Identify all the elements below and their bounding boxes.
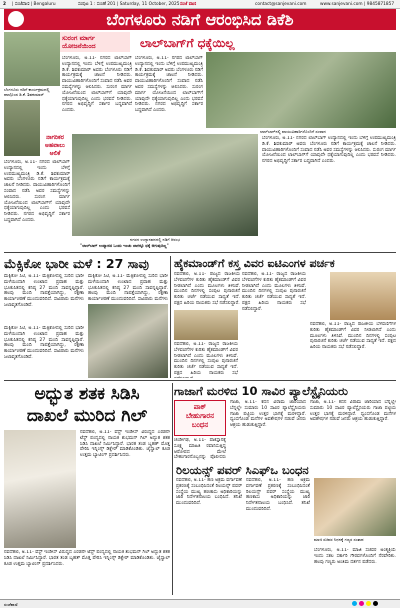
footer-strip — [0, 599, 400, 608]
masthead-strip — [0, 0, 400, 9]
mexico-body-col2: ಮೆಕ್ಸಿಕೋ ಸಿಟಿ, ಅ.11- ಮೆಕ್ಸಿಕೋದಲ್ಲಿ ಸುರಿದ ಭಾರೀ ಮಳೆಯಿಂದಾಗಿ ಉಂಟಾದ ಪ್ರವಾಹ ಮತ್ತು ಭೂಕುಸಿತದಲ್ಲಿ ಕನಿಷ್ಠ 27 ಮಂದಿ ಸಾವನ್ನಪ್ಪಿದ್ದಾರೆ. ಹಲವು ಮಂದಿ ನಾಪತ್ತೆಯಾಗಿದ್ದು, ರಕ್ಷಣಾ ಕಾರ್ಯಾಚರಣೆ ಮುಂದುವರಿದಿದೆ. ಸಾವಿರಾರು ಮನೆಗಳು — [88, 274, 168, 302]
website-phone: www.sanjevani.com | 9845871857 — [320, 2, 395, 7]
kicker-left: ಸುರಂಗ ಮಾರ್ಗ ಯೋಜನೆಯಿಂದ — [62, 34, 96, 50]
mexico-headline: ಮೆಕ್ಸಿಕೋ ಭಾರೀ ಮಳೆ : 27 ಸಾವು — [4, 256, 149, 271]
hyderabad-body-col3: ನವದೆಹಲಿ, ಅ.11- ರಾಜ್ಯದ ರಾಜಕೀಯ ಬೆಳವಣಿಗೆಗಳ ಕುರಿತು ಹೈಕಮಾಂಡ್‌ಗೆ ವಿವರ ನೀಡಲಾಗಿದೆ ಎಂದು ಮೂಲಗಳು ತಿಳಿಸಿವೆ. ಮುಂದಿನ ದಿನಗಳಲ್ಲಿ ಸಂಪುಟ ಪುನಾರಚನೆ ಕುರಿತು ಚರ್ಚೆ ನಡೆಯುವ ಸಾಧ್ಯತೆ ಇದೆ. ಪಕ್ಷದ ಹಿರಿಯ ನಾಯಕರು ಸಭೆ ನಡೆಸಲಿದ್ದಾರೆ. — [242, 272, 306, 312]
photo3-caption: ನಗರದ ಉದ್ಯಾನವನದಲ್ಲಿ ನಡಿಗೆ ಆರಂಭ — [130, 237, 181, 242]
side-label-2: ಅಹವಾಲು — [45, 142, 65, 149]
arrest-label-3: ಬಂಧನ — [191, 421, 209, 429]
side-label-3: ಆಲಿಕೆ — [49, 150, 61, 157]
side-label-box — [40, 134, 70, 162]
photo-hyderabad — [174, 310, 238, 340]
divider-1 — [4, 252, 396, 253]
gill-body-col1: ನವದೆಹಲಿ, ಅ.11- ವೆಸ್ಟ್ ಇಂಡೀಸ್ ವಿರುದ್ಧದ ಎರಡನೇ ಟೆಸ್ಟ್ ಪಂದ್ಯದಲ್ಲಿ ನಾಯಕ ಶುಭಮನ್ ಗಿಲ್ ಅದ್ಭುತ ಶತಕ ಸಿಡಿಸಿ ದಾಖಲೆ ನಿರ್ಮಿಸಿದ್ದಾರೆ. ಭಾರತ ತಂಡ ಬೃಹತ್ ಮೊತ್ತ ಪೇರಿಸಿ ಇನ್ನಿಂಗ್ಸ್ ಡಿಕ್ಲೇರ್ ಮಾಡಿಕೊಂಡಿತು. ಜೈಸ್ವಾಲ್ ಕೂಡ ಉತ್ತಮ ಬ್ಯಾಟಿಂಗ್ ಪ್ರದರ್ಶಿಸಿದರು. — [80, 430, 170, 459]
registration-dot-cyan — [352, 601, 357, 606]
arrest-body: ಚಂಡೀಗಢ, ಅ.11- ಪಾಕಿಸ್ತಾನಕ್ಕೆ ಸೂಕ್ಷ್ಮ ಮಾಹಿತಿ ರವಾನಿಸುತ್ತಿದ್ದ ಆರೋಪದ ಮೇಲೆ ಬೇಹುಗಾರನೊಬ್ಬನನ್ನು ಪೊಲೀಸರು — [174, 438, 226, 460]
dks-body-col1: ಬೆಂಗಳೂರು, ಅ.11- ನಗರದ ಲಾಲ್‌ಬಾಗ್ ಉದ್ಯಾನದಲ್ಲಿ ಇಂದು ಬೆಳಿಗ್ಗೆ ಉಪಮುಖ್ಯಮಂತ್ರಿ ಡಿ.ಕೆ. ಶಿವಕುಮಾರ್ ಅವರು ಬೆಂಗಳೂರು ನಡಿಗೆ ಕಾರ್ಯಕ್ರಮಕ್ಕೆ ಚಾಲನೆ ನೀಡಿದರು. ವಾಯುವಿಹಾರಿಗಳೊಂದಿಗೆ ಸಂವಾದ ನಡೆಸಿ ಅವರ ಸಮಸ್ಯೆಗಳನ್ನು ಆಲಿಸಿದರು. ಸುರಂಗ ಮಾರ್ಗ ಯೋಜನೆಯಿಂದ ಲಾಲ್‌ಬಾಗ್‌ಗೆ ಯಾವುದೇ ಧಕ್ಕೆಯಾಗುವುದಿಲ್ಲ ಎಂದು ಭರವಸೆ ನೀಡಿದರು. ನಗರದ ಅಭಿವೃದ್ಧಿಗೆ ಸರ್ಕಾರ ಬದ್ಧವಾಗಿದೆ ಎಂದರು. — [62, 56, 132, 114]
dks-quote: "ಲಾಲ್‌ಬಾಗ್ ಉದ್ಯಾನದ ಒಂದು ಇಂಚು ಜಾಗಕ್ಕೂ ಧಕ್ಕೆ ಆಗುವುದಿಲ್ಲ" — [80, 243, 169, 248]
gill-headline-2: ದಾಖಲೆ ಮುರಿದ ಗಿಲ್ — [26, 406, 148, 426]
hyderabad-body-col2: ನವದೆಹಲಿ, ಅ.11- ರಾಜ್ಯದ ರಾಜಕೀಯ ಬೆಳವಣಿಗೆಗಳ ಕುರಿತು ಹೈಕಮಾಂಡ್‌ಗೆ ವಿವರ ನೀಡಲಾಗಿದೆ ಎಂದು ಮೂಲಗಳು ತಿಳಿಸಿವೆ. ಮುಂದಿನ ದಿನಗಳಲ್ಲಿ ಸಂಪುಟ ಪುನಾರಚನೆ ಕುರಿತು ಚರ್ಚೆ ನಡೆಯುವ ಸಾಧ್ಯತೆ ಇದೆ. ಪಕ್ಷದ ಹಿರಿಯ ನಾಯಕರು ಸಭೆ — [174, 342, 238, 376]
hyderabad-body-col1: ನವದೆಹಲಿ, ಅ.11- ರಾಜ್ಯದ ರಾಜಕೀಯ ಬೆಳವಣಿಗೆಗಳ ಕುರಿತು ಹೈಕಮಾಂಡ್‌ಗೆ ವಿವರ ನೀಡಲಾಗಿದೆ ಎಂದು ಮೂಲಗಳು ತಿಳಿಸಿವೆ. ಮುಂದಿನ ದಿನಗಳಲ್ಲಿ ಸಂಪುಟ ಪುನಾರಚನೆ ಕುರಿತು ಚರ್ಚೆ ನಡೆಯುವ ಸಾಧ್ಯತೆ ಇದೆ. ಪಕ್ಷದ ಹಿರಿಯ ನಾಯಕರು ಸಭೆ ನಡೆಸಲಿದ್ದಾರೆ. — [174, 272, 240, 306]
photo-dks-group — [72, 134, 258, 236]
reliance-body-col2: ನವದೆಹಲಿ, ಅ.11- ಹಣ ಅಕ್ರಮ ವರ್ಗಾವಣೆ ಪ್ರಕರಣಕ್ಕೆ ಸಂಬಂಧಿಸಿದಂತೆ ರಿಲಯನ್ಸ್ ಪವರ್ ಸಂಸ್ಥೆಯ ಮುಖ್ಯ ಹಣಕಾಸು ಅಧಿಕಾರಿಯನ್ನು ಜಾರಿ ನಿರ್ದೇಶನಾಲಯ ಬಂಧಿಸಿದೆ. ತನಿಖೆ ಮುಂದುವರಿದಿದೆ. — [246, 478, 310, 512]
contact-email: contact@sanjevani.com — [255, 2, 307, 7]
registration-dot-magenta — [359, 601, 364, 606]
dks-body-col3: ಬೆಂಗಳೂರು, ಅ.11- ನಗರದ ಲಾಲ್‌ಬಾಗ್ ಉದ್ಯಾನದಲ್ಲಿ ಇಂದು ಬೆಳಿಗ್ಗೆ ಉಪಮುಖ್ಯಮಂತ್ರಿ ಡಿ.ಕೆ. ಶಿವಕುಮಾರ್ ಅವರು ಬೆಂಗಳೂರು ನಡಿಗೆ ಕಾರ್ಯಕ್ರಮಕ್ಕೆ ಚಾಲನೆ ನೀಡಿದರು. ವಾಯುವಿಹಾರಿಗಳೊಂದಿಗೆ ಸಂವಾದ ನಡೆಸಿ ಅವರ ಸಮಸ್ಯೆಗಳನ್ನು ಆಲಿಸಿದರು. ಸುರಂಗ ಮಾರ್ಗ ಯೋಜನೆಯಿಂದ ಲಾಲ್‌ಬಾಗ್‌ಗೆ ಯಾವುದೇ ಧಕ್ಕೆಯಾಗುವುದಿಲ್ಲ ಎಂದು ಭರವಸೆ ನೀಡಿದರು. ನಗರದ ಅಭಿವೃದ್ಧಿಗೆ ಸರ್ಕಾರ ಬದ್ಧವಾಗಿದೆ ಎಂದರು. — [4, 160, 70, 223]
divider-2 — [4, 380, 396, 381]
arrest-label-2: ಬೇಹುಗಾರನ — [185, 412, 214, 420]
dks-body-col4: ಬೆಂಗಳೂರು, ಅ.11- ನಗರದ ಲಾಲ್‌ಬಾಗ್ ಉದ್ಯಾನದಲ್ಲಿ ಇಂದು ಬೆಳಿಗ್ಗೆ ಉಪಮುಖ್ಯಮಂತ್ರಿ ಡಿ.ಕೆ. ಶಿವಕುಮಾರ್ ಅವರು ಬೆಂಗಳೂರು ನಡಿಗೆ ಕಾರ್ಯಕ್ರಮಕ್ಕೆ ಚಾಲನೆ ನೀಡಿದರು. ವಾಯುವಿಹಾರಿಗಳೊಂದಿಗೆ ಸಂವಾದ ನಡೆಸಿ ಅವರ ಸಮಸ್ಯೆಗಳನ್ನು ಆಲಿಸಿದರು. ಸುರಂಗ ಮಾರ್ಗ ಯೋಜನೆಯಿಂದ ಲಾಲ್‌ಬಾಗ್‌ಗೆ ಯಾವುದೇ ಧಕ್ಕೆಯಾಗುವುದಿಲ್ಲ ಎಂದು ಭರವಸೆ ನೀಡಿದರು. ನಗರದ ಅಭಿವೃದ್ಧಿಗೆ ಸರ್ಕಾರ ಬದ್ಧವಾಗಿದೆ ಎಂದರು. — [262, 136, 396, 165]
dks-body-col2: ಬೆಂಗಳೂರು, ಅ.11- ನಗರದ ಲಾಲ್‌ಬಾಗ್ ಉದ್ಯಾನದಲ್ಲಿ ಇಂದು ಬೆಳಿಗ್ಗೆ ಉಪಮುಖ್ಯಮಂತ್ರಿ ಡಿ.ಕೆ. ಶಿವಕುಮಾರ್ ಅವರು ಬೆಂಗಳೂರು ನಡಿಗೆ ಕಾರ್ಯಕ್ರಮಕ್ಕೆ ಚಾಲನೆ ನೀಡಿದರು. ವಾಯುವಿಹಾರಿಗಳೊಂದಿಗೆ ಸಂವಾದ ನಡೆಸಿ ಅವರ ಸಮಸ್ಯೆಗಳನ್ನು ಆಲಿಸಿದರು. ಸುರಂಗ ಮಾರ್ಗ ಯೋಜನೆಯಿಂದ ಲಾಲ್‌ಬಾಗ್‌ಗೆ ಯಾವುದೇ ಧಕ್ಕೆಯಾಗುವುದಿಲ್ಲ ಎಂದು ಭರವಸೆ ನೀಡಿದರು. ನಗರದ ಅಭಿವೃದ್ಧಿಗೆ ಸರ್ಕಾರ ಬದ್ಧವಾಗಿದೆ ಎಂದರು. — [135, 56, 203, 114]
reliance-headline: ರಿಲಯನ್ಸ್ ಪವರ್ ಸಿಎಫ್‌ಒ ಬಂಧನ — [176, 463, 309, 477]
right-body: ಬೆಂಗಳೂರು, ಅ.11- ಮಾಜಿ ಸಚಿವರ ಅಂತ್ಯಕ್ರಿಯೆ ಇಂದು ಸಕಲ ಸರ್ಕಾರಿ ಗೌರವಗಳೊಂದಿಗೆ ನೆರವೇರಿತು. ಹಲವು ಗಣ್ಯರು ಅಂತಿಮ ದರ್ಶನ ಪಡೆದರು. — [314, 548, 396, 565]
hyderabad-body-col4: ನವದೆಹಲಿ, ಅ.11- ರಾಜ್ಯದ ರಾಜಕೀಯ ಬೆಳವಣಿಗೆಗಳ ಕುರಿತು ಹೈಕಮಾಂಡ್‌ಗೆ ವಿವರ ನೀಡಲಾಗಿದೆ ಎಂದು ಮೂಲಗಳು ತಿಳಿಸಿವೆ. ಮುಂದಿನ ದಿನಗಳಲ್ಲಿ ಸಂಪುಟ ಪುನಾರಚನೆ ಕುರಿತು ಚರ್ಚೆ ನಡೆಯುವ ಸಾಧ್ಯತೆ ಇದೆ. ಪಕ್ಷದ ಹಿರಿಯ ನಾಯಕರು ಸಭೆ ನಡೆಸಲಿದ್ದಾರೆ. — [310, 322, 396, 351]
vertical-divider-1 — [170, 256, 171, 378]
vertical-divider-2 — [172, 383, 173, 595]
photo-gill — [4, 430, 76, 548]
banner-text: ಬೆಂಗಳೂರು ನಡಿಗೆ ಆರಂಭಿಸಿದ ಡಿಕೆಶಿ — [106, 10, 294, 29]
gill-headline-1: ಅದ್ಭುತ ಶತಕ ಸಿಡಿಸಿ — [34, 384, 140, 404]
mexico-body-col3: ಮೆಕ್ಸಿಕೋ ಸಿಟಿ, ಅ.11- ಮೆಕ್ಸಿಕೋದಲ್ಲಿ ಸುರಿದ ಭಾರೀ ಮಳೆಯಿಂದಾಗಿ ಉಂಟಾದ ಪ್ರವಾಹ ಮತ್ತು ಭೂಕುಸಿತದಲ್ಲಿ ಕನಿಷ್ಠ 27 ಮಂದಿ ಸಾವನ್ನಪ್ಪಿದ್ದಾರೆ. ಹಲವು ಮಂದಿ ನಾಪತ್ತೆಯಾಗಿದ್ದು, ರಕ್ಷಣಾ ಕಾರ್ಯಾಚರಣೆ ಮುಂದುವರಿದಿದೆ. ಸಾವಿರಾರು ಮನೆಗಳು ಜಲಾವೃತಗೊಂಡಿವೆ. — [4, 326, 84, 360]
kicker-box — [60, 32, 130, 52]
side-label-1: ನಾಗರಿಕರ — [46, 134, 64, 141]
arrest-label-1: ಪಾಕ್ — [193, 403, 207, 411]
paper-name: ಸಂಜೆ ವಾಣಿ — [180, 2, 197, 7]
gaza-body-col2: ಗಾಜಾ, ಅ.11- ಕದನ ವಿರಾಮ ಜಾರಿಯಾದ ಬೆನ್ನಲ್ಲೇ ಸುಮಾರು 10 ಸಾವಿರ ಪ್ಯಾಲೆಸ್ಟೈನಿಯರು ಗಾಜಾ ಪಟ್ಟಿಯ ಉತ್ತರ ಭಾಗಕ್ಕೆ ಮರಳಿದ್ದಾರೆ. ಧ್ವಂಸಗೊಂಡ ಮನೆಗಳ ಅವಶೇಷಗಳ ನಡುವೆ ಜನರು ಆಶ್ರಯ ಹುಡುಕುತ್ತಿದ್ದಾರೆ. — [310, 400, 396, 423]
arrest-box — [174, 400, 226, 436]
gill-body-col2: ನವದೆಹಲಿ, ಅ.11- ವೆಸ್ಟ್ ಇಂಡೀಸ್ ವಿರುದ್ಧದ ಎರಡನೇ ಟೆಸ್ಟ್ ಪಂದ್ಯದಲ್ಲಿ ನಾಯಕ ಶುಭಮನ್ ಗಿಲ್ ಅದ್ಭುತ ಶತಕ ಸಿಡಿಸಿ ದಾಖಲೆ ನಿರ್ಮಿಸಿದ್ದಾರೆ. ಭಾರತ ತಂಡ ಬೃಹತ್ ಮೊತ್ತ ಪೇರಿಸಿ ಇನ್ನಿಂಗ್ಸ್ ಡಿಕ್ಲೇರ್ ಮಾಡಿಕೊಂಡಿತು. ಜೈಸ್ವಾಲ್ ಕೂಡ ಉತ್ತಮ ಬ್ಯಾಟಿಂಗ್ ಪ್ರದರ್ಶಿಸಿದರು. — [4, 550, 170, 567]
reliance-body-col1: ನವದೆಹಲಿ, ಅ.11- ಹಣ ಅಕ್ರಮ ವರ್ಗಾವಣೆ ಪ್ರಕರಣಕ್ಕೆ ಸಂಬಂಧಿಸಿದಂತೆ ರಿಲಯನ್ಸ್ ಪವರ್ ಸಂಸ್ಥೆಯ ಮುಖ್ಯ ಹಣಕಾಸು ಅಧಿಕಾರಿಯನ್ನು ಜಾರಿ ನಿರ್ದೇಶನಾಲಯ ಬಂಧಿಸಿದೆ. ತನಿಖೆ ಮುಂದುವರಿದಿದೆ. — [176, 478, 242, 507]
photo-dks-garden — [4, 32, 60, 86]
photo-mexico-flood — [88, 304, 168, 378]
banner-headline — [4, 9, 396, 30]
footer-note: ಸಂಜೆವಾಣಿ — [4, 602, 18, 607]
issue-date: ಸಂಪುಟ 1 : ಸಂಚಿಕೆ 201 | Saturday, 11 October, 2025 — [78, 2, 180, 7]
registration-dot-yellow — [366, 601, 371, 606]
hyderabad-headline — [174, 256, 335, 272]
gill-headline-1-wrap — [4, 383, 170, 405]
logo-icon — [8, 11, 24, 27]
gaza-headline: ಗಾಜಾಗೆ ಮರಳಿದ 10 ಸಾವಿರ ಪ್ಯಾಲೆಸ್ಟೈನಿಯರು — [174, 384, 348, 398]
photo2-caption: ಲಾಲ್‌ಬಾಗ್‌ನಲ್ಲಿ ವಾಯುವಿಹಾರಿಗಳೊಂದಿಗೆ ಸಂವಾದ — [260, 129, 326, 134]
photo-right — [314, 478, 396, 536]
hyderabad-headline-text: ಹೈಕಮಾಂಡ್‌ಗೆ ಕಸ್ತ ವಿವರ ಐಟಿಎಂಗಳ ಪರ್ಚಕ — [174, 257, 335, 270]
photo-dks-side — [4, 100, 40, 156]
photo-politician — [330, 272, 396, 320]
gaza-body-col1: ಗಾಜಾ, ಅ.11- ಕದನ ವಿರಾಮ ಜಾರಿಯಾದ ಬೆನ್ನಲ್ಲೇ ಸುಮಾರು 10 ಸಾವಿರ ಪ್ಯಾಲೆಸ್ಟೈನಿಯರು ಗಾಜಾ ಪಟ್ಟಿಯ ಉತ್ತರ ಭಾಗಕ್ಕೆ ಮರಳಿದ್ದಾರೆ. ಧ್ವಂಸಗೊಂಡ ಮನೆಗಳ ಅವಶೇಷಗಳ ನಡುವೆ ಜನರು ಆಶ್ರಯ ಹುಡುಕುತ್ತಿದ್ದಾರೆ. — [230, 400, 306, 429]
gill-headline-2-wrap — [4, 405, 170, 427]
right-photo-caption: ಮಾಜಿ ಸಚಿವರ ನಿಧನಕ್ಕೆ ಗಣ್ಯರ ಸಂತಾಪ — [314, 537, 364, 542]
photo1-caption: ಬೆಂಗಳೂರು ನಡಿಗೆ ಕಾರ್ಯಕ್ರಮದಲ್ಲಿ ಪಾಲ್ಗೊಂಡ ಡಿ.ಕೆ. ಶಿವಕುಮಾರ್ — [4, 87, 50, 97]
page-number: 2 — [3, 2, 6, 7]
edition-label: | ಸಂಜೆವಾಣಿ | Bengaluru — [12, 2, 56, 7]
dks-subhead: ಲಾಲ್‌ಬಾಗ್‌ಗೆ ಧಕ್ಕೆಯಿಲ್ಲ — [140, 36, 235, 50]
registration-dot-black — [373, 601, 378, 606]
photo-dks-walk — [206, 52, 396, 128]
mexico-body-col1: ಮೆಕ್ಸಿಕೋ ಸಿಟಿ, ಅ.11- ಮೆಕ್ಸಿಕೋದಲ್ಲಿ ಸುರಿದ ಭಾರೀ ಮಳೆಯಿಂದಾಗಿ ಉಂಟಾದ ಪ್ರವಾಹ ಮತ್ತು ಭೂಕುಸಿತದಲ್ಲಿ ಕನಿಷ್ಠ 27 ಮಂದಿ ಸಾವನ್ನಪ್ಪಿದ್ದಾರೆ. ಹಲವು ಮಂದಿ ನಾಪತ್ತೆಯಾಗಿದ್ದು, ರಕ್ಷಣಾ ಕಾರ್ಯಾಚರಣೆ ಮುಂದುವರಿದಿದೆ. ಸಾವಿರಾರು ಮನೆಗಳು ಜಲಾವೃತಗೊಂಡಿವೆ. — [4, 274, 84, 308]
